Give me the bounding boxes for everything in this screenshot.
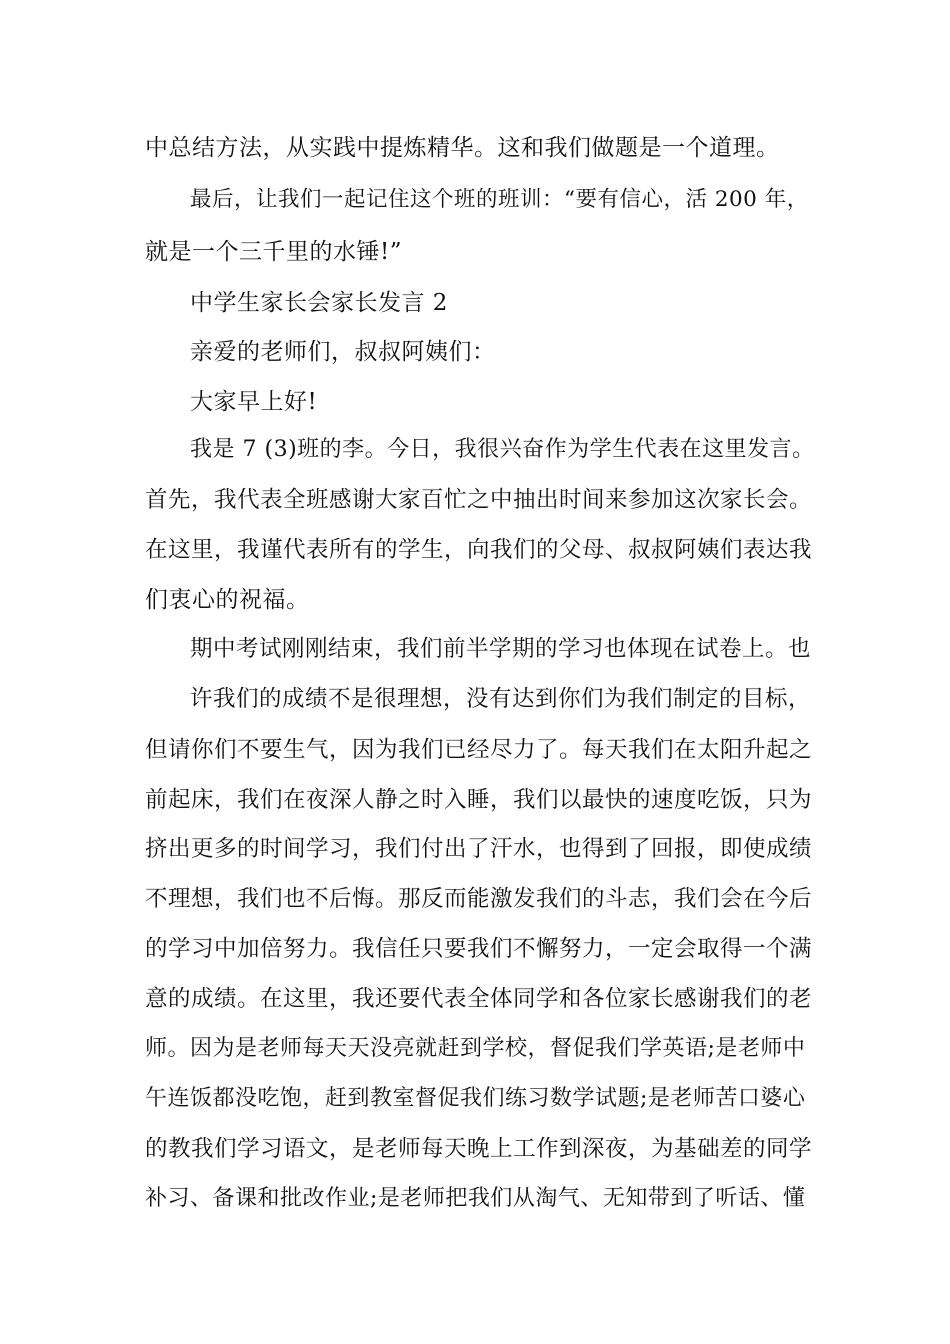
text-line-16: 不理想，我们也不后悔。那反而能激发我们的斗志，我们会在今后 [145, 886, 813, 912]
text-line-10: 们衷心的祝福。 [145, 587, 310, 613]
text-line-1: 中总结方法，从实践中提炼精华。这和我们做题是一个道理。 [145, 135, 780, 161]
text-line-22: 补习、备课和批改作业;是老师把我们从淘气、无知带到了听话、懂 [145, 1186, 806, 1211]
text-line-17: 的学习中加倍努力。我信任只要我们不懈努力，一定会取得一个满 [145, 936, 813, 962]
text-line-2: 最后，让我们一起记住这个班的班训：“要有信心，活 200 年， [190, 187, 809, 212]
text-line-11: 期中考试刚刚结束，我们前半学期的学习也体现在试卷上。也 [190, 636, 812, 662]
text-line-20: 午连饭都没吃饱，赶到教室督促我们练习数学试题;是老师苦口婆心 [145, 1086, 806, 1111]
text-line-19: 师。因为是老师每天天没亮就赶到学校，督促我们学英语;是老师中 [145, 1036, 806, 1061]
text-line-14: 前起床，我们在夜深人静之时入睡，我们以最快的速度吃饭，只为 [145, 787, 813, 813]
salutation: 亲爱的老师们，叔叔阿姨们： [190, 339, 496, 365]
text-line-3: 就是一个三千里的水锤!” [145, 239, 403, 265]
text-line-13: 但请你们不要生气，因为我们已经尽力了。每天我们在太阳升起之 [145, 737, 813, 763]
text-line-7: 我是 7 (3)班的李。今日，我很兴奋作为学生代表在这里发言。 [190, 437, 815, 462]
greeting: 大家早上好! [190, 389, 318, 415]
text-line-15: 挤出更多的时间学习，我们付出了汗水，也得到了回报，即使成绩 [145, 836, 813, 862]
text-line-21: 的教我们学习语文，是老师每天晚上工作到深夜，为基础差的同学 [145, 1136, 813, 1162]
text-line-8: 首先，我代表全班感谢大家百忙之中抽出时间来参加这次家长会。 [145, 487, 813, 513]
text-line-18: 意的成绩。在这里，我还要代表全体同学和各位家长感谢我们的老 [145, 986, 813, 1012]
text-line-12: 许我们的成绩不是很理想，没有达到你们为我们制定的目标， [190, 686, 812, 712]
text-line-9: 在这里，我谨代表所有的学生，向我们的父母、叔叔阿姨们表达我 [145, 537, 813, 563]
section-heading: 中学生家长会家长发言 2 [190, 290, 448, 316]
